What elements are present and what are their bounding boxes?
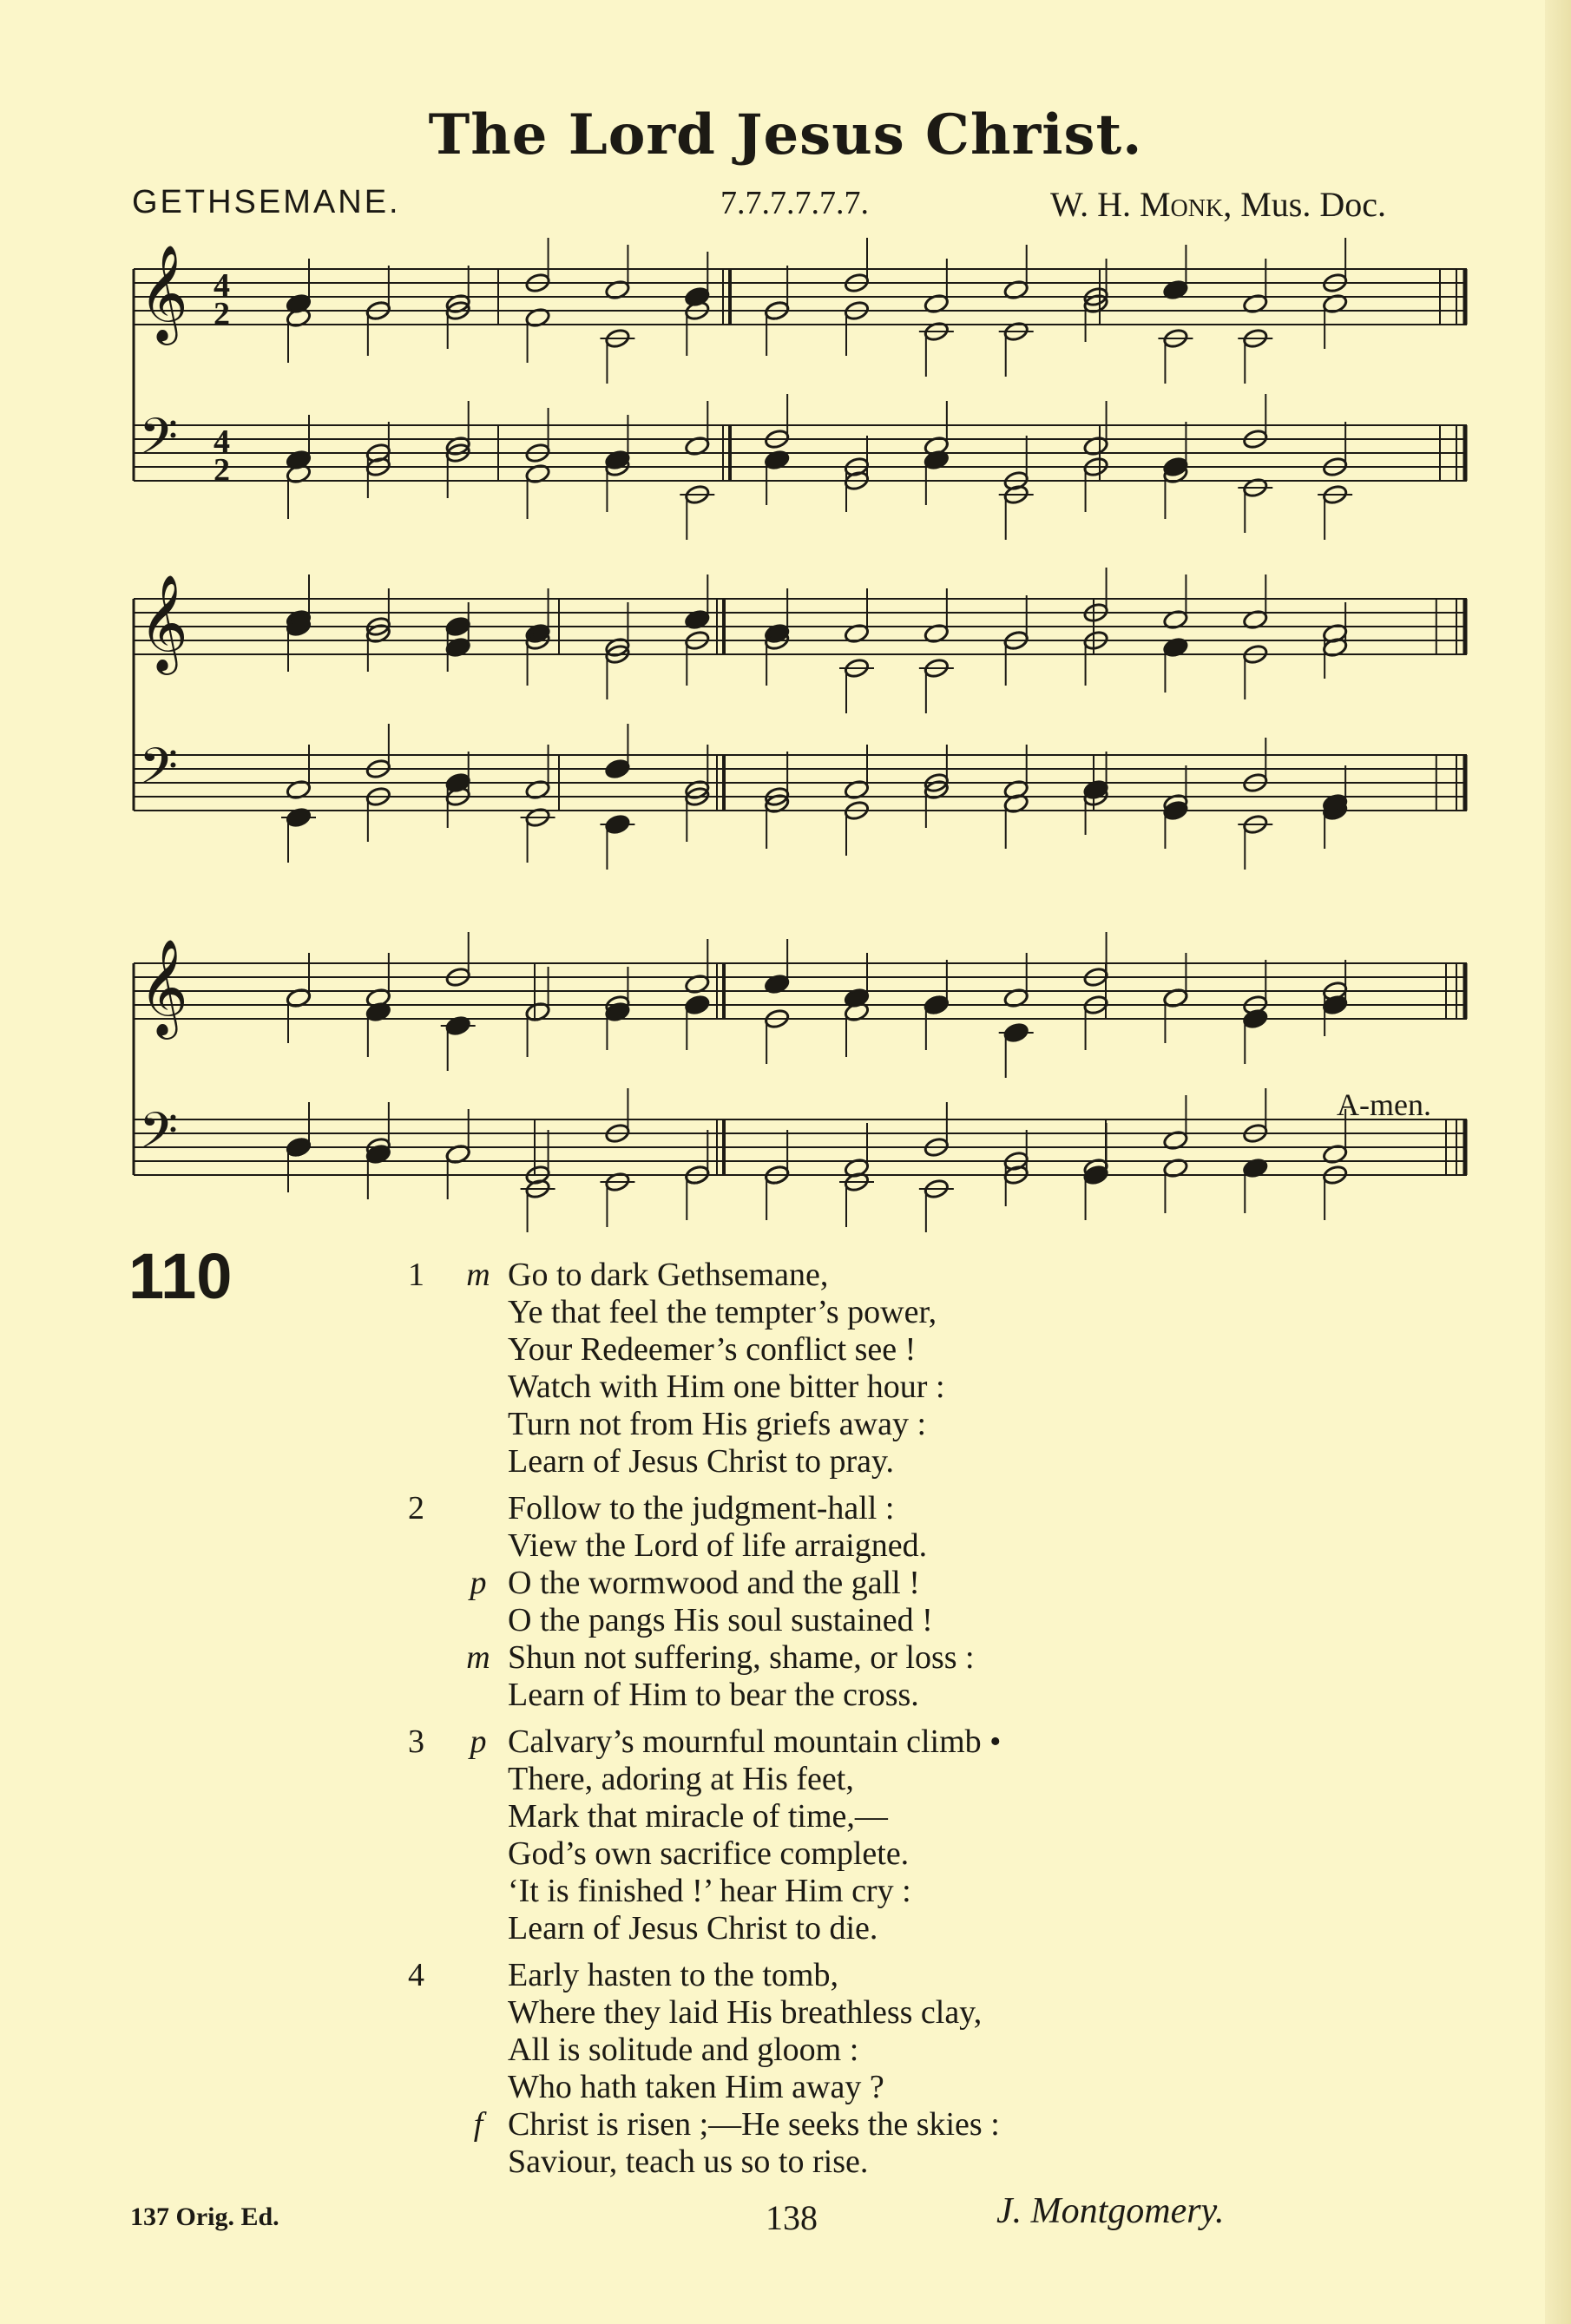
verse-line <box>408 1639 1276 1677</box>
time-signature-top: 4 <box>214 267 230 304</box>
verse-line <box>408 1294 1276 1331</box>
verse-number: 1 <box>408 1257 424 1293</box>
verse-line <box>408 1761 1276 1798</box>
verse-line <box>408 1565 1276 1602</box>
treble-clef-icon: 𝄞 <box>139 574 188 671</box>
page-edge <box>1545 0 1571 2324</box>
verse-number: 4 <box>408 1957 424 1993</box>
verse <box>408 1723 1276 1947</box>
composer-name: Monk <box>1139 185 1224 224</box>
verse-line-text: Calvary’s mournful mountain climb • <box>508 1723 1002 1760</box>
composer-prefix: W. H. <box>1050 185 1140 224</box>
time-signature-bottom: 2 <box>214 452 230 489</box>
dynamic-mark: m <box>466 1639 490 1676</box>
verse <box>408 1257 1276 1480</box>
verse-line-text: God’s own sacrifice complete. <box>508 1835 910 1872</box>
page-number: 138 <box>766 2198 818 2237</box>
verse-line-text: There, adoring at His feet, <box>508 1761 854 1797</box>
bass-clef-icon: 𝄢 <box>139 407 179 478</box>
page-title: The Lord Jesus Christ. <box>428 102 1143 167</box>
verse-line <box>408 1369 1276 1406</box>
verse-line-text: Follow to the judgment-hall : <box>508 1490 895 1526</box>
verse-line-text: Learn of Him to bear the cross. <box>508 1677 919 1713</box>
verse-line <box>408 1406 1276 1443</box>
verse-line-text: Early hasten to the tomb, <box>508 1957 838 1993</box>
verse-line <box>408 1835 1276 1873</box>
note-head <box>604 758 630 780</box>
verse-line-text: Learn of Jesus Christ to pray. <box>508 1443 894 1480</box>
time-signature-bottom: 2 <box>214 296 230 332</box>
verse-line <box>408 1910 1276 1947</box>
verse-line <box>408 1331 1276 1369</box>
verse-line-text: Learn of Jesus Christ to die. <box>508 1910 878 1947</box>
dynamic-mark: p <box>470 1723 487 1760</box>
verse-line-text: Mark that miracle of time,— <box>508 1798 888 1835</box>
verse-line <box>408 1723 1276 1761</box>
verse-line-text: All is solitude and gloom : <box>508 2032 859 2068</box>
dynamic-mark: p <box>470 1565 487 1601</box>
verse-line <box>408 1490 1276 1527</box>
verse-line-text: Go to dark Gethsemane, <box>508 1257 829 1293</box>
verse-line-text: Christ is risen ;—He seeks the skies : <box>508 2106 1000 2143</box>
verse-line-text: O the pangs His soul sustained ! <box>508 1602 933 1638</box>
music-score <box>122 234 1493 1232</box>
verse-line-text: ‘It is finished !’ hear Him cry : <box>508 1873 911 1909</box>
bass-clef-icon: 𝄢 <box>139 737 179 808</box>
verse-line <box>408 1443 1276 1480</box>
treble-clef-icon: 𝄞 <box>139 244 188 341</box>
verse-line <box>408 2032 1276 2069</box>
verse-line-text: View the Lord of life arraigned. <box>508 1527 928 1564</box>
edition-note: 137 Orig. Ed. <box>130 2203 279 2231</box>
verse-line-text: Watch with Him one bitter hour : <box>508 1369 945 1405</box>
verse-line-text: Ye that feel the tempter’s power, <box>508 1294 937 1330</box>
hymn-author: J. Montgomery. <box>996 2191 1225 2231</box>
dynamic-mark: m <box>466 1257 490 1293</box>
verse-line <box>408 2069 1276 2106</box>
verse-number: 3 <box>408 1723 424 1760</box>
tune-name: GETHSEMANE. <box>132 184 401 220</box>
verse-line <box>408 1257 1276 1294</box>
treble-clef-icon: 𝄞 <box>139 938 188 1035</box>
verse-line <box>408 1873 1276 1910</box>
meter: 7.7.7.7.7.7. <box>720 185 869 221</box>
composer-suffix: , Mus. Doc. <box>1223 185 1386 224</box>
note-head <box>924 995 950 1016</box>
verse-line <box>408 1677 1276 1714</box>
verse-line <box>408 1957 1276 1994</box>
hymn-verses <box>408 1257 1276 2190</box>
verse-line <box>408 2106 1276 2143</box>
verse-line-text: Where they laid His breathless clay, <box>508 1994 983 2031</box>
bass-clef-icon: 𝄢 <box>139 1101 179 1172</box>
note-head <box>684 995 710 1016</box>
verse <box>408 1490 1276 1714</box>
amen-lyric: A-men. <box>1337 1087 1431 1122</box>
verse-line-text: Shun not suffering, shame, or loss : <box>508 1639 975 1676</box>
verse-line <box>408 1602 1276 1639</box>
dynamic-mark: f <box>473 2106 483 2143</box>
note-head <box>445 616 471 638</box>
verse-line <box>408 1527 1276 1565</box>
verse-line <box>408 2143 1276 2181</box>
verse-line <box>408 1798 1276 1835</box>
verse-line-text: Turn not from His griefs away : <box>508 1406 926 1442</box>
verse-number: 2 <box>408 1490 424 1526</box>
verse-line-text: Your Redeemer’s conflict see ! <box>508 1331 917 1368</box>
verse-line-text: Who hath taken Him away ? <box>508 2069 884 2105</box>
verse-line-text: Saviour, teach us so to rise. <box>508 2143 869 2180</box>
hymn-number: 110 <box>128 1240 233 1312</box>
time-signature-top: 4 <box>214 423 230 460</box>
verse-line <box>408 1994 1276 2032</box>
verse-line-text: O the wormwood and the gall ! <box>508 1565 920 1601</box>
composer <box>1050 184 1386 225</box>
verse <box>408 1957 1276 2181</box>
